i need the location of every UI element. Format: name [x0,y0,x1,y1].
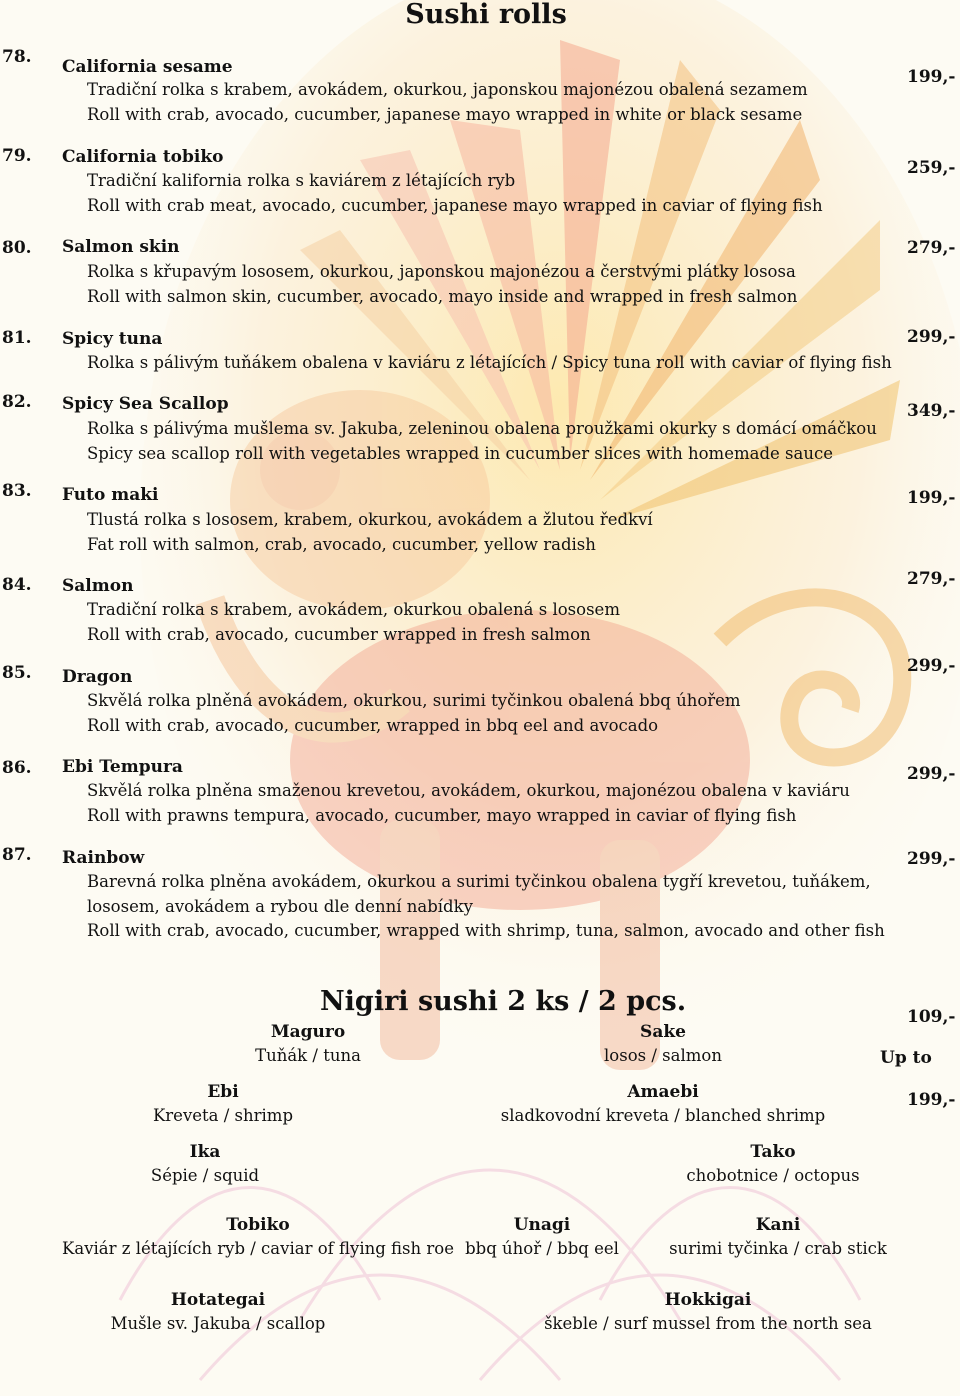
roll-description-en: Roll with crab meat, avocado, cucumber, japanese mayo wrapped in caviar of flying fish [87,196,823,215]
nigiri-price-upto: Up to [880,1048,932,1068]
nigiri-item-ebi [118,1080,328,1128]
nigiri-description: Sépie / squid [150,1166,260,1185]
roll-description-en: Spicy sea scallop roll with vegetables wrapped in cucumber slices with homemade sauce [87,444,833,463]
nigiri-name: Kani [755,1215,801,1235]
nigiri-description: škeble / surf mussel from the north sea [544,1314,872,1333]
nigiri-description: losos / salmon [604,1046,722,1065]
nigiri-price-to: 199,- [907,1090,956,1110]
nigiri-item-tobiko [58,1213,458,1261]
nigiri-description: sladkovodní kreveta / blanched shrimp [500,1106,826,1125]
roll-number: 85. [2,663,32,683]
roll-price: 199,- [907,67,956,87]
nigiri-item-hotategai [88,1288,348,1336]
roll-description-en: Roll with prawns tempura, avocado, cucumber, mayo wrapped in caviar of flying fish [87,806,797,825]
nigiri-item-sake [558,1020,768,1068]
roll-number: 84. [2,575,32,595]
roll-number: 87. [2,845,32,865]
roll-price: 299,- [907,849,956,869]
roll-number: 78. [2,47,32,67]
page-title: Sushi rolls [405,0,567,30]
roll-price: 349,- [907,401,956,421]
roll-description-en: Roll with crab, avocado, cucumber wrapped in fresh salmon [87,625,591,644]
roll-price: 299,- [907,764,956,784]
roll-name: Spicy Sea Scallop [62,394,229,414]
nigiri-section-title: Nigiri sushi 2 ks / 2 pcs. [320,986,687,1017]
roll-number: 83. [2,481,32,501]
roll-name: Spicy tuna [62,329,163,349]
nigiri-name: Sake [640,1022,686,1042]
roll-name: Dragon [62,667,133,687]
nigiri-description: surimi tyčinka / crab stick [669,1239,887,1258]
roll-name: Ebi Tempura [62,757,183,777]
roll-name: Rainbow [62,848,145,868]
roll-description-en: Roll with salmon skin, cucumber, avocado, mayo inside and wrapped in fresh salmon [87,287,798,306]
nigiri-item-unagi [452,1213,632,1261]
roll-price: 299,- [907,327,956,347]
roll-description-en: Roll with crab, avocado, cucumber, wrapped in bbq eel and avocado [87,716,659,735]
roll-description-cz: Tradiční kalifornia rolka s kaviárem z létajících ryb [87,171,516,190]
nigiri-item-hokkigai [528,1288,888,1336]
nigiri-name: Unagi [513,1215,571,1235]
roll-description-cz: Rolka s křupavým lososem, okurkou, japonskou majonézou a čerstvými plátky lososa [87,262,796,281]
nigiri-name: Tobiko [226,1215,290,1235]
roll-price: 279,- [907,569,956,589]
roll-description-cz: Barevná rolka plněna avokádem, okurkou a surimi tyčinkou obalena tygří krevetou, tuňákem, [87,872,871,891]
roll-description-cz: Skvělá rolka plněná avokádem, okurkou, surimi tyčinkou obalená bbq úhořem [87,691,741,710]
roll-price: 299,- [907,656,956,676]
nigiri-item-tako [658,1140,888,1188]
nigiri-name: Hokkigai [664,1290,752,1310]
nigiri-item-kani [658,1213,898,1261]
nigiri-description: Kreveta / shrimp [152,1106,294,1125]
roll-description: Rolka s pálivým tuňákem obalena v kaviáru z létajících / Spicy tuna roll with caviar of flying fish [87,353,892,372]
nigiri-name: Tako [750,1142,796,1162]
nigiri-description: Kaviár z létajících ryb / caviar of flying fish roe [62,1239,454,1258]
nigiri-name: Amaebi [627,1082,699,1102]
roll-description-cz-cont: lososem, avokádem a rybou dle denní nabídky [87,897,473,916]
roll-description-cz: Skvělá rolka plněna smaženou krevetou, avokádem, okurkou, majonézou obalena v kaviáru [87,781,850,800]
nigiri-description: Mušle sv. Jakuba / scallop [110,1314,326,1333]
nigiri-name: Ika [189,1142,221,1162]
roll-number: 79. [2,146,32,166]
roll-name: California tobiko [62,147,224,167]
roll-description-cz: Rolka s pálivýma mušlema sv. Jakuba, zeleninou obalena proužkami okurky s domácí omáčkou [87,419,877,438]
roll-name: California sesame [62,57,233,77]
roll-description-cz: Tradiční rolka s krabem, avokádem, okurkou obalená s lososem [87,600,620,619]
roll-number: 80. [2,238,32,258]
nigiri-description: Tuňák / tuna [255,1046,361,1065]
roll-price: 199,- [907,488,956,508]
roll-name: Salmon [62,576,134,596]
nigiri-name: Maguro [270,1022,346,1042]
nigiri-item-maguro [208,1020,408,1068]
nigiri-price-from: 109,- [907,1007,956,1027]
roll-description-cz: Tlustá rolka s lososem, krabem, okurkou, avokádem a žlutou ředkví [87,510,653,529]
nigiri-name: Hotategai [170,1290,266,1310]
nigiri-name: Ebi [207,1082,239,1102]
nigiri-description: chobotnice / octopus [686,1166,860,1185]
roll-name: Salmon skin [62,237,180,257]
roll-price: 279,- [907,238,956,258]
roll-number: 86. [2,758,32,778]
roll-number: 81. [2,328,32,348]
roll-number: 82. [2,392,32,412]
nigiri-item-amaebi [488,1080,838,1128]
roll-description-en: Roll with crab, avocado, cucumber, japanese mayo wrapped in white or black sesame [87,105,803,124]
nigiri-description: bbq úhoř / bbq eel [465,1239,619,1258]
nigiri-item-ika [80,1140,330,1188]
roll-description-cz: Tradiční rolka s krabem, avokádem, okurkou, japonskou majonézou obalená sezamem [87,80,808,99]
roll-name: Futo maki [62,485,159,505]
roll-price: 259,- [907,158,956,178]
roll-description-en: Fat roll with salmon, crab, avocado, cucumber, yellow radish [87,535,596,554]
roll-description-en: Roll with crab, avocado, cucumber, wrapped with shrimp, tuna, salmon, avocado and other fish [87,921,885,940]
